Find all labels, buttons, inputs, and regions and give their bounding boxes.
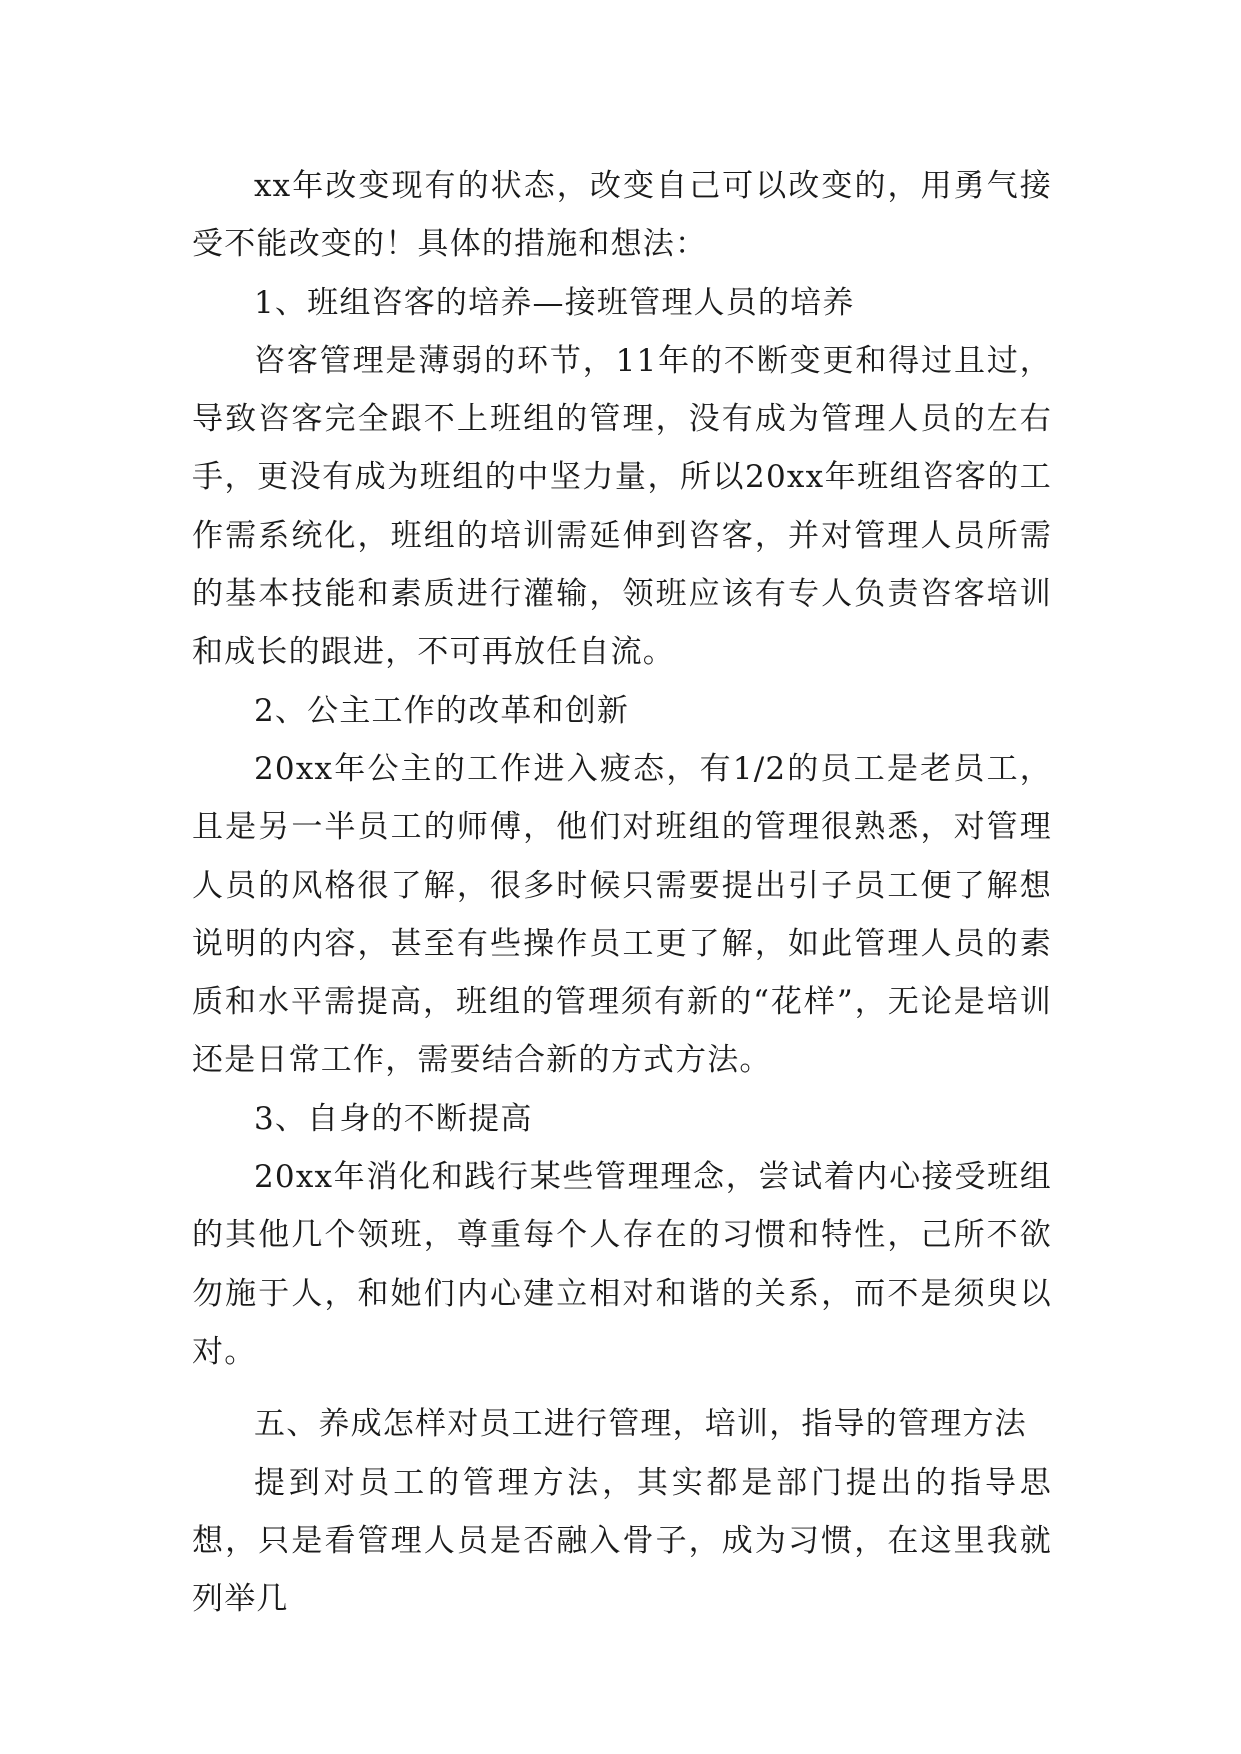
document-body (192, 157, 1052, 1628)
paragraph-intro: xx年改变现有的状态，改变自己可以改变的，用勇气接受不能改变的！具体的措施和想法： (192, 168, 1052, 263)
paragraph-item-1: 咨客管理是薄弱的环节，11年的不断变更和得过且过，导致咨客完全跟不上班组的管理，没有成为管理人员的左右手，更没有成为班组的中坚力量，所以20xx年班组咨客的工作需系统化，班组的培训需延伸到咨客，并对管理人员所需的基本技能和素质进行灌输，领班应该有专人负责咨客培训和成长的跟进，不可再放任自流。 (192, 342, 1052, 671)
heading-item-1: 1、班组咨客的培养—接班管理人员的培养 (254, 284, 855, 321)
paragraph-item-2: 20xx年公主的工作进入疲态，有1/2的员工是老员工，且是另一半员工的师傅，他们对班组的管理很熟悉，对管理人员的风格很了解，很多时候只需要提出引子员工便了解想说明的内容，甚至有些操作员工更了解，如此管理人员的素质和水平需提高，班组的管理须有新的“花样”，无论是培训还是日常工作，需要结合新的方式方法。 (192, 750, 1052, 1079)
heading-item-2: 2、公主工作的改革和创新 (254, 692, 630, 729)
paragraph-section-five: 提到对员工的管理方法，其实都是部门提出的指导思想，只是看管理人员是否融入骨子，成为习惯，在这里我就列举几 (192, 1464, 1052, 1618)
paragraph-item-3: 20xx年消化和践行某些管理理念，尝试着内心接受班组的其他几个领班，尊重每个人存在的习惯和特性，己所不欲勿施于人，和她们内心建立相对和谐的关系，而不是须臾以对。 (192, 1159, 1052, 1370)
heading-item-3: 3、自身的不断提高 (254, 1100, 533, 1137)
section-heading-five: 五、养成怎样对员工进行管理，培训，指导的管理方法 (254, 1406, 1027, 1443)
